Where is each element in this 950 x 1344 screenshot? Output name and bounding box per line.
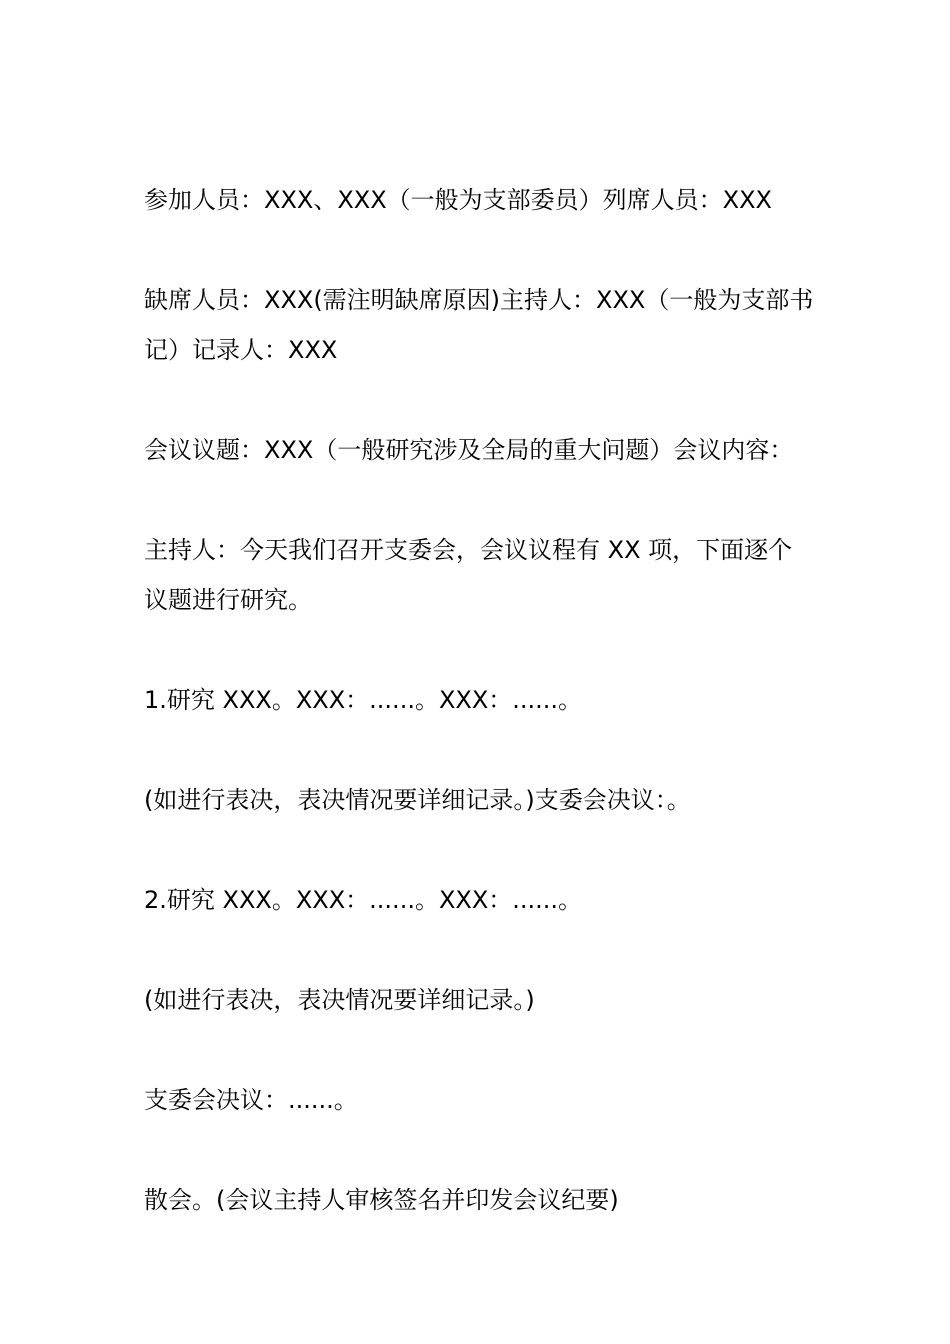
text-line: 记）记录人：XXX — [144, 336, 338, 364]
item-1-paragraph — [144, 675, 814, 725]
text-line: 议题进行研究。 — [144, 586, 312, 614]
text-line: 1.研究 XXX。XXX：......。XXX：......。 — [144, 686, 583, 714]
item-1-vote-paragraph — [144, 775, 814, 825]
text-line: 参加人员：XXX、XXX（一般为支部委员）列席人员：XXX — [144, 186, 772, 214]
text-line: (如进行表决，表决情况要详细记录。)支委会决议：。 — [144, 786, 691, 814]
text-line: 散会。(会议主持人审核签名并印发会议纪要) — [144, 1186, 619, 1214]
text-line: (如进行表决，表决情况要详细记录。) — [144, 986, 535, 1014]
item-2-paragraph — [144, 875, 814, 925]
agenda-paragraph — [144, 425, 814, 475]
host-opening-paragraph — [144, 525, 814, 625]
attendees-paragraph — [144, 175, 814, 225]
text-line: 支委会决议：......。 — [144, 1086, 358, 1114]
text-line: 2.研究 XXX。XXX：......。XXX：......。 — [144, 886, 583, 914]
resolution-paragraph — [144, 1075, 814, 1125]
adjournment-paragraph — [144, 1175, 814, 1225]
item-2-vote-paragraph — [144, 975, 814, 1025]
text-line: 主持人：今天我们召开支委会，会议议程有 XX 项，下面逐个 — [144, 536, 793, 564]
text-line: 会议议题：XXX（一般研究涉及全局的重大问题）会议内容： — [144, 436, 794, 464]
absentees-paragraph — [144, 275, 814, 375]
text-line: 缺席人员：XXX(需注明缺席原因)主持人：XXX（一般为支部书 — [144, 286, 814, 314]
